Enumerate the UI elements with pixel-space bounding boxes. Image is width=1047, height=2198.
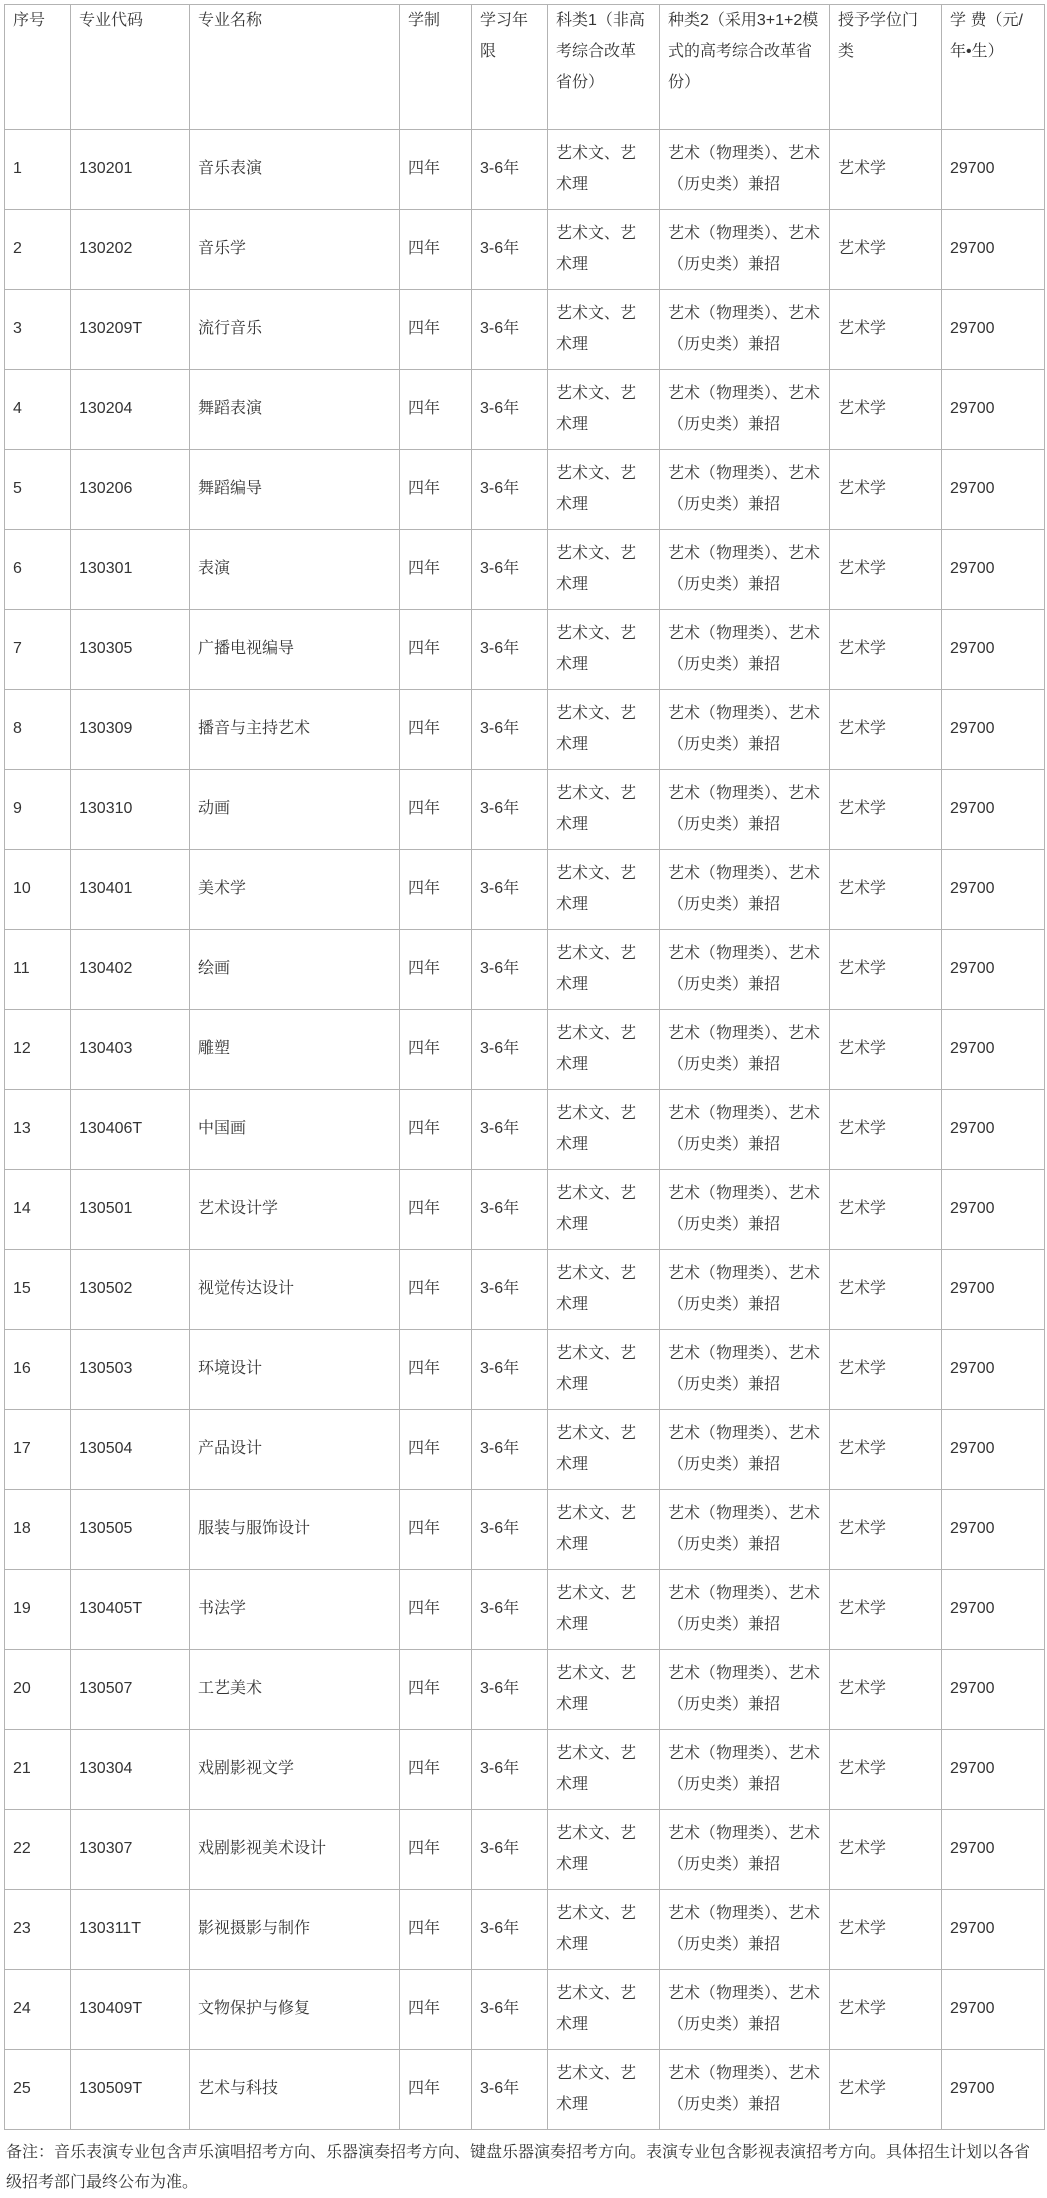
- cell-index: 19: [5, 1570, 71, 1650]
- cell-duration: 四年: [400, 930, 472, 1010]
- table-row: [5, 850, 1045, 930]
- table-row: [5, 1810, 1045, 1890]
- cell-code: 130403: [71, 1010, 190, 1090]
- cell-index: 21: [5, 1730, 71, 1810]
- cell-category-1: 艺术文、艺术理: [548, 1490, 660, 1570]
- cell-index: 10: [5, 850, 71, 930]
- cell-study-years: 3-6年: [472, 690, 548, 770]
- cell-index: 7: [5, 610, 71, 690]
- cell-tuition: 29700: [942, 690, 1045, 770]
- cell-degree: 艺术学: [830, 1330, 942, 1410]
- cell-duration: 四年: [400, 850, 472, 930]
- cell-index: 17: [5, 1410, 71, 1490]
- cell-tuition: 29700: [942, 2050, 1045, 2130]
- cell-degree: 艺术学: [830, 850, 942, 930]
- cell-category-1: 艺术文、艺术理: [548, 1010, 660, 1090]
- document: [4, 4, 1044, 2198]
- cell-duration: 四年: [400, 1810, 472, 1890]
- table-row: [5, 770, 1045, 850]
- cell-index: 3: [5, 290, 71, 370]
- cell-tuition: 29700: [942, 1650, 1045, 1730]
- cell-code: 130501: [71, 1170, 190, 1250]
- cell-category-1: 艺术文、艺术理: [548, 690, 660, 770]
- cell-category-2: 艺术（物理类）、艺术（历史类）兼招: [660, 2050, 830, 2130]
- cell-degree: 艺术学: [830, 690, 942, 770]
- cell-study-years: 3-6年: [472, 210, 548, 290]
- cell-name: 流行音乐: [190, 290, 400, 370]
- table-row: [5, 1650, 1045, 1730]
- cell-duration: 四年: [400, 1410, 472, 1490]
- cell-name: 绘画: [190, 930, 400, 1010]
- cell-study-years: 3-6年: [472, 1490, 548, 1570]
- cell-degree: 艺术学: [830, 1250, 942, 1330]
- cell-name: 动画: [190, 770, 400, 850]
- cell-degree: 艺术学: [830, 1570, 942, 1650]
- cell-category-1: 艺术文、艺术理: [548, 1330, 660, 1410]
- cell-name: 广播电视编导: [190, 610, 400, 690]
- cell-name: 播音与主持艺术: [190, 690, 400, 770]
- table-row: [5, 1090, 1045, 1170]
- cell-category-2: 艺术（物理类）、艺术（历史类）兼招: [660, 1250, 830, 1330]
- table-row: [5, 610, 1045, 690]
- cell-degree: 艺术学: [830, 290, 942, 370]
- cell-index: 1: [5, 130, 71, 210]
- cell-category-1: 艺术文、艺术理: [548, 130, 660, 210]
- cell-category-2: 艺术（物理类）、艺术（历史类）兼招: [660, 770, 830, 850]
- cell-tuition: 29700: [942, 290, 1045, 370]
- cell-category-2: 艺术（物理类）、艺术（历史类）兼招: [660, 610, 830, 690]
- table-row: [5, 450, 1045, 530]
- cell-index: 15: [5, 1250, 71, 1330]
- cell-study-years: 3-6年: [472, 610, 548, 690]
- cell-name: 文物保护与修复: [190, 1970, 400, 2050]
- cell-name: 音乐学: [190, 210, 400, 290]
- cell-tuition: 29700: [942, 1970, 1045, 2050]
- cell-duration: 四年: [400, 450, 472, 530]
- header-row: [5, 5, 1045, 130]
- cell-category-1: 艺术文、艺术理: [548, 290, 660, 370]
- cell-code: 130201: [71, 130, 190, 210]
- header-study-years: 学习年限: [472, 5, 548, 130]
- cell-category-2: 艺术（物理类）、艺术（历史类）兼招: [660, 1890, 830, 1970]
- table-row: [5, 530, 1045, 610]
- cell-code: 130206: [71, 450, 190, 530]
- cell-index: 4: [5, 370, 71, 450]
- cell-study-years: 3-6年: [472, 1890, 548, 1970]
- cell-index: 20: [5, 1650, 71, 1730]
- cell-degree: 艺术学: [830, 1010, 942, 1090]
- cell-category-2: 艺术（物理类）、艺术（历史类）兼招: [660, 1810, 830, 1890]
- table-row: [5, 370, 1045, 450]
- cell-index: 2: [5, 210, 71, 290]
- cell-degree: 艺术学: [830, 530, 942, 610]
- cell-name: 中国画: [190, 1090, 400, 1170]
- cell-degree: 艺术学: [830, 1970, 942, 2050]
- cell-category-1: 艺术文、艺术理: [548, 1890, 660, 1970]
- cell-duration: 四年: [400, 530, 472, 610]
- cell-code: 130401: [71, 850, 190, 930]
- cell-category-2: 艺术（物理类）、艺术（历史类）兼招: [660, 130, 830, 210]
- cell-category-1: 艺术文、艺术理: [548, 1090, 660, 1170]
- cell-study-years: 3-6年: [472, 2050, 548, 2130]
- header-tuition: 学 费（元/年•生）: [942, 5, 1045, 130]
- major-table: [4, 4, 1045, 2130]
- cell-category-1: 艺术文、艺术理: [548, 1970, 660, 2050]
- cell-code: 130409T: [71, 1970, 190, 2050]
- cell-degree: 艺术学: [830, 370, 942, 450]
- cell-degree: 艺术学: [830, 770, 942, 850]
- cell-degree: 艺术学: [830, 1650, 942, 1730]
- cell-duration: 四年: [400, 1090, 472, 1170]
- cell-category-2: 艺术（物理类）、艺术（历史类）兼招: [660, 290, 830, 370]
- cell-name: 戏剧影视美术设计: [190, 1810, 400, 1890]
- cell-index: 18: [5, 1490, 71, 1570]
- cell-duration: 四年: [400, 370, 472, 450]
- cell-category-1: 艺术文、艺术理: [548, 1410, 660, 1490]
- cell-duration: 四年: [400, 1730, 472, 1810]
- cell-index: 8: [5, 690, 71, 770]
- cell-tuition: 29700: [942, 1330, 1045, 1410]
- cell-duration: 四年: [400, 210, 472, 290]
- cell-duration: 四年: [400, 290, 472, 370]
- cell-index: 6: [5, 530, 71, 610]
- cell-degree: 艺术学: [830, 1490, 942, 1570]
- cell-name: 舞蹈编导: [190, 450, 400, 530]
- cell-duration: 四年: [400, 1890, 472, 1970]
- cell-duration: 四年: [400, 770, 472, 850]
- cell-index: 14: [5, 1170, 71, 1250]
- header-category-2: 种类2（采用3+1+2模式的高考综合改革省份）: [660, 5, 830, 130]
- cell-tuition: 29700: [942, 930, 1045, 1010]
- cell-duration: 四年: [400, 1170, 472, 1250]
- cell-duration: 四年: [400, 130, 472, 210]
- table-row: [5, 1490, 1045, 1570]
- table-header: [5, 5, 1045, 130]
- cell-study-years: 3-6年: [472, 450, 548, 530]
- cell-category-2: 艺术（物理类）、艺术（历史类）兼招: [660, 850, 830, 930]
- cell-study-years: 3-6年: [472, 130, 548, 210]
- cell-category-1: 艺术文、艺术理: [548, 1810, 660, 1890]
- cell-index: 24: [5, 1970, 71, 2050]
- cell-index: 25: [5, 2050, 71, 2130]
- cell-category-1: 艺术文、艺术理: [548, 2050, 660, 2130]
- cell-name: 环境设计: [190, 1330, 400, 1410]
- table-row: [5, 1570, 1045, 1650]
- cell-study-years: 3-6年: [472, 530, 548, 610]
- table-body: [5, 130, 1045, 2130]
- cell-code: 130209T: [71, 290, 190, 370]
- cell-study-years: 3-6年: [472, 1650, 548, 1730]
- cell-category-2: 艺术（物理类）、艺术（历史类）兼招: [660, 1970, 830, 2050]
- cell-code: 130503: [71, 1330, 190, 1410]
- table-row: [5, 1970, 1045, 2050]
- cell-degree: 艺术学: [830, 1730, 942, 1810]
- cell-study-years: 3-6年: [472, 850, 548, 930]
- cell-name: 书法学: [190, 1570, 400, 1650]
- cell-duration: 四年: [400, 1490, 472, 1570]
- cell-index: 9: [5, 770, 71, 850]
- cell-name: 表演: [190, 530, 400, 610]
- cell-study-years: 3-6年: [472, 290, 548, 370]
- cell-duration: 四年: [400, 610, 472, 690]
- cell-duration: 四年: [400, 1570, 472, 1650]
- cell-index: 16: [5, 1330, 71, 1410]
- cell-category-2: 艺术（物理类）、艺术（历史类）兼招: [660, 450, 830, 530]
- cell-category-1: 艺术文、艺术理: [548, 1570, 660, 1650]
- cell-category-2: 艺术（物理类）、艺术（历史类）兼招: [660, 690, 830, 770]
- cell-category-2: 艺术（物理类）、艺术（历史类）兼招: [660, 1650, 830, 1730]
- cell-tuition: 29700: [942, 610, 1045, 690]
- cell-study-years: 3-6年: [472, 1730, 548, 1810]
- cell-category-2: 艺术（物理类）、艺术（历史类）兼招: [660, 930, 830, 1010]
- cell-category-2: 艺术（物理类）、艺术（历史类）兼招: [660, 1170, 830, 1250]
- cell-code: 130406T: [71, 1090, 190, 1170]
- cell-duration: 四年: [400, 2050, 472, 2130]
- cell-study-years: 3-6年: [472, 370, 548, 450]
- cell-name: 雕塑: [190, 1010, 400, 1090]
- cell-code: 130509T: [71, 2050, 190, 2130]
- cell-tuition: 29700: [942, 1810, 1045, 1890]
- cell-index: 22: [5, 1810, 71, 1890]
- cell-category-1: 艺术文、艺术理: [548, 1170, 660, 1250]
- cell-code: 130307: [71, 1810, 190, 1890]
- cell-name: 美术学: [190, 850, 400, 930]
- cell-duration: 四年: [400, 1330, 472, 1410]
- cell-degree: 艺术学: [830, 1170, 942, 1250]
- cell-study-years: 3-6年: [472, 1250, 548, 1330]
- cell-study-years: 3-6年: [472, 1810, 548, 1890]
- header-degree: 授予学位门类: [830, 5, 942, 130]
- header-category-1: 科类1（非高考综合改革省份）: [548, 5, 660, 130]
- cell-category-2: 艺术（物理类）、艺术（历史类）兼招: [660, 1730, 830, 1810]
- cell-category-2: 艺术（物理类）、艺术（历史类）兼招: [660, 1010, 830, 1090]
- cell-code: 130402: [71, 930, 190, 1010]
- table-row: [5, 1890, 1045, 1970]
- cell-tuition: 29700: [942, 1170, 1045, 1250]
- cell-study-years: 3-6年: [472, 930, 548, 1010]
- cell-category-1: 艺术文、艺术理: [548, 210, 660, 290]
- cell-code: 130507: [71, 1650, 190, 1730]
- cell-tuition: 29700: [942, 1570, 1045, 1650]
- cell-tuition: 29700: [942, 1730, 1045, 1810]
- cell-name: 艺术与科技: [190, 2050, 400, 2130]
- cell-code: 130309: [71, 690, 190, 770]
- cell-study-years: 3-6年: [472, 1170, 548, 1250]
- cell-tuition: 29700: [942, 1890, 1045, 1970]
- cell-index: 12: [5, 1010, 71, 1090]
- cell-code: 130405T: [71, 1570, 190, 1650]
- table-row: [5, 290, 1045, 370]
- cell-degree: 艺术学: [830, 210, 942, 290]
- cell-duration: 四年: [400, 1010, 472, 1090]
- header-code: 专业代码: [71, 5, 190, 130]
- table-row: [5, 130, 1045, 210]
- cell-code: 130301: [71, 530, 190, 610]
- cell-index: 5: [5, 450, 71, 530]
- cell-name: 戏剧影视文学: [190, 1730, 400, 1810]
- cell-tuition: 29700: [942, 850, 1045, 930]
- cell-tuition: 29700: [942, 130, 1045, 210]
- cell-category-1: 艺术文、艺术理: [548, 370, 660, 450]
- table-row: [5, 1730, 1045, 1810]
- cell-study-years: 3-6年: [472, 1330, 548, 1410]
- cell-study-years: 3-6年: [472, 1970, 548, 2050]
- table-row: [5, 690, 1045, 770]
- cell-category-1: 艺术文、艺术理: [548, 530, 660, 610]
- cell-study-years: 3-6年: [472, 1570, 548, 1650]
- cell-duration: 四年: [400, 690, 472, 770]
- cell-category-1: 艺术文、艺术理: [548, 770, 660, 850]
- cell-degree: 艺术学: [830, 610, 942, 690]
- cell-category-2: 艺术（物理类）、艺术（历史类）兼招: [660, 210, 830, 290]
- cell-index: 13: [5, 1090, 71, 1170]
- cell-category-1: 艺术文、艺术理: [548, 1730, 660, 1810]
- cell-degree: 艺术学: [830, 2050, 942, 2130]
- cell-code: 130502: [71, 1250, 190, 1330]
- header-duration: 学制: [400, 5, 472, 130]
- cell-name: 艺术设计学: [190, 1170, 400, 1250]
- cell-code: 130311T: [71, 1890, 190, 1970]
- cell-degree: 艺术学: [830, 130, 942, 210]
- cell-code: 130204: [71, 370, 190, 450]
- table-row: [5, 2050, 1045, 2130]
- cell-duration: 四年: [400, 1970, 472, 2050]
- cell-index: 11: [5, 930, 71, 1010]
- table-row: [5, 930, 1045, 1010]
- cell-degree: 艺术学: [830, 1090, 942, 1170]
- cell-code: 130202: [71, 210, 190, 290]
- cell-degree: 艺术学: [830, 450, 942, 530]
- cell-tuition: 29700: [942, 450, 1045, 530]
- cell-degree: 艺术学: [830, 930, 942, 1010]
- cell-degree: 艺术学: [830, 1890, 942, 1970]
- cell-tuition: 29700: [942, 1090, 1045, 1170]
- cell-duration: 四年: [400, 1250, 472, 1330]
- cell-category-1: 艺术文、艺术理: [548, 1250, 660, 1330]
- cell-study-years: 3-6年: [472, 1010, 548, 1090]
- cell-name: 服装与服饰设计: [190, 1490, 400, 1570]
- cell-duration: 四年: [400, 1650, 472, 1730]
- cell-degree: 艺术学: [830, 1810, 942, 1890]
- cell-code: 130505: [71, 1490, 190, 1570]
- cell-code: 130310: [71, 770, 190, 850]
- cell-tuition: 29700: [942, 1490, 1045, 1570]
- cell-category-2: 艺术（物理类）、艺术（历史类）兼招: [660, 530, 830, 610]
- cell-name: 音乐表演: [190, 130, 400, 210]
- cell-study-years: 3-6年: [472, 1410, 548, 1490]
- table-row: [5, 1410, 1045, 1490]
- cell-category-1: 艺术文、艺术理: [548, 930, 660, 1010]
- cell-name: 影视摄影与制作: [190, 1890, 400, 1970]
- cell-category-2: 艺术（物理类）、艺术（历史类）兼招: [660, 370, 830, 450]
- cell-degree: 艺术学: [830, 1410, 942, 1490]
- cell-tuition: 29700: [942, 1010, 1045, 1090]
- cell-tuition: 29700: [942, 370, 1045, 450]
- cell-index: 23: [5, 1890, 71, 1970]
- cell-name: 工艺美术: [190, 1650, 400, 1730]
- cell-category-2: 艺术（物理类）、艺术（历史类）兼招: [660, 1090, 830, 1170]
- cell-code: 130504: [71, 1410, 190, 1490]
- cell-name: 舞蹈表演: [190, 370, 400, 450]
- header-name: 专业名称: [190, 5, 400, 130]
- cell-name: 产品设计: [190, 1410, 400, 1490]
- table-row: [5, 1250, 1045, 1330]
- cell-code: 130304: [71, 1730, 190, 1810]
- table-row: [5, 210, 1045, 290]
- cell-category-2: 艺术（物理类）、艺术（历史类）兼招: [660, 1410, 830, 1490]
- cell-code: 130305: [71, 610, 190, 690]
- table-row: [5, 1010, 1045, 1090]
- cell-tuition: 29700: [942, 1250, 1045, 1330]
- header-index: 序号: [5, 5, 71, 130]
- cell-category-1: 艺术文、艺术理: [548, 450, 660, 530]
- cell-study-years: 3-6年: [472, 1090, 548, 1170]
- cell-category-1: 艺术文、艺术理: [548, 850, 660, 930]
- table-row: [5, 1170, 1045, 1250]
- cell-category-1: 艺术文、艺术理: [548, 1650, 660, 1730]
- cell-category-2: 艺术（物理类）、艺术（历史类）兼招: [660, 1490, 830, 1570]
- cell-category-2: 艺术（物理类）、艺术（历史类）兼招: [660, 1570, 830, 1650]
- cell-name: 视觉传达设计: [190, 1250, 400, 1330]
- cell-tuition: 29700: [942, 1410, 1045, 1490]
- cell-category-1: 艺术文、艺术理: [548, 610, 660, 690]
- cell-tuition: 29700: [942, 530, 1045, 610]
- cell-study-years: 3-6年: [472, 770, 548, 850]
- footnote: 备注：音乐表演专业包含声乐演唱招考方向、乐器演奏招考方向、键盘乐器演奏招考方向。表演专业包含影视表演招考方向。具体招生计划以各省级招考部门最终公布为准。: [6, 2144, 1031, 2191]
- cell-category-2: 艺术（物理类）、艺术（历史类）兼招: [660, 1330, 830, 1410]
- table-row: [5, 1330, 1045, 1410]
- cell-tuition: 29700: [942, 210, 1045, 290]
- cell-tuition: 29700: [942, 770, 1045, 850]
